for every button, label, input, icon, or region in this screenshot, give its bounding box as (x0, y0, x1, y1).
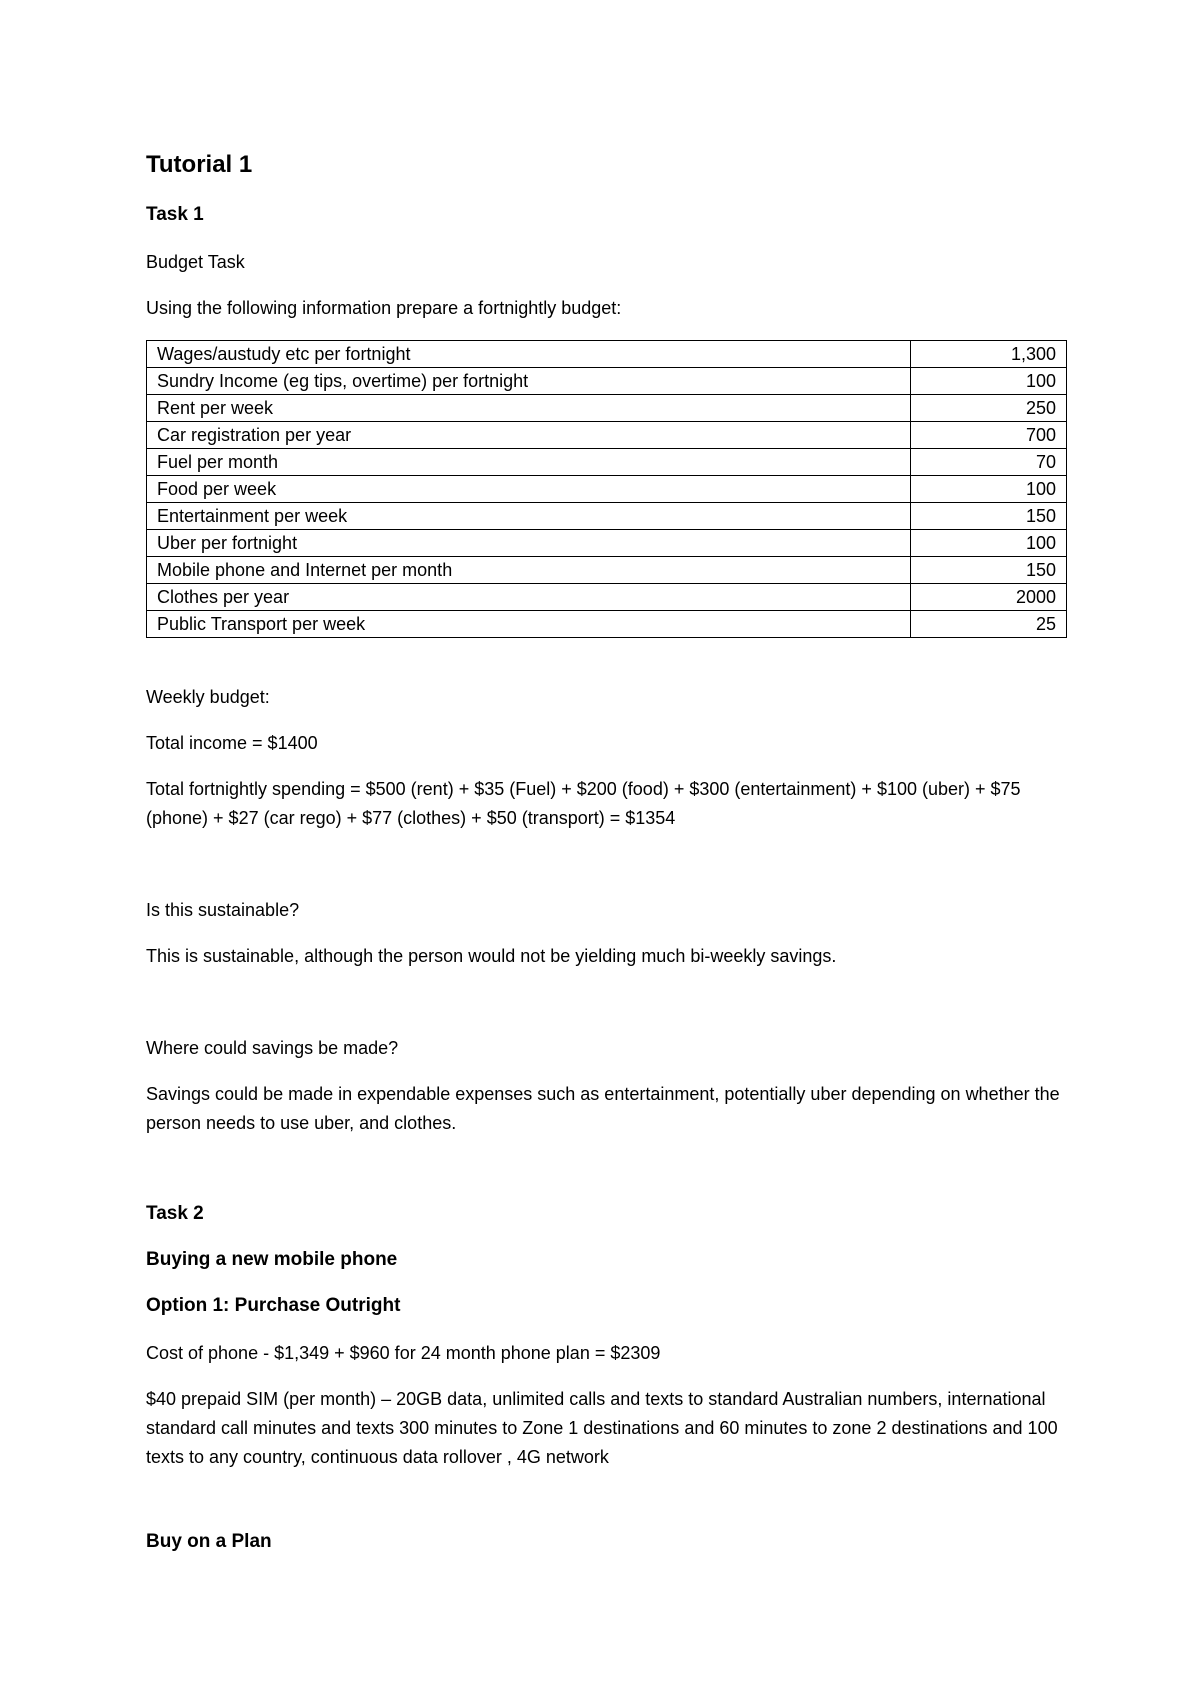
budget-item-amount: 70 (911, 449, 1067, 476)
task1-subheading: Budget Task (146, 252, 245, 272)
budget-row (147, 449, 1067, 476)
budget-item-amount: 700 (911, 422, 1067, 449)
budget-item-label: Sundry Income (eg tips, overtime) per fortnight (147, 368, 911, 395)
document-page (146, 148, 1066, 1575)
budget-row (147, 341, 1067, 368)
budget-item-amount: 150 (911, 557, 1067, 584)
budget-item-label: Fuel per month (147, 449, 911, 476)
total-spending: Total fortnightly spending = $500 (rent) + $35 (Fuel) + $200 (food) + $300 (entertainment) + $100 (uber) + $75 (phone) + $27 (car rego) + $77 (clothes) + $50 (transport) = $1354 (146, 779, 1021, 828)
budget-item-label: Mobile phone and Internet per month (147, 557, 911, 584)
budget-item-label: Wages/austudy etc per fortnight (147, 341, 911, 368)
budget-item-amount: 250 (911, 395, 1067, 422)
answer-sustainable: This is sustainable, although the person would not be yielding much bi-weekly savings. (146, 946, 837, 966)
budget-row (147, 611, 1067, 638)
question-sustainable: Is this sustainable? (146, 900, 300, 920)
budget-item-amount: 2000 (911, 584, 1067, 611)
budget-row (147, 503, 1067, 530)
budget-item-amount: 100 (911, 530, 1067, 557)
option1-heading: Option 1: Purchase Outright (146, 1295, 401, 1316)
answer-savings: Savings could be made in expendable expenses such as entertainment, potentially uber depending on whether the person needs to use uber, and clothes. (146, 1084, 1060, 1133)
weekly-budget-label: Weekly budget: (146, 687, 270, 707)
budget-table-body (147, 341, 1067, 638)
budget-item-label: Entertainment per week (147, 503, 911, 530)
budget-item-label: Uber per fortnight (147, 530, 911, 557)
budget-item-amount: 150 (911, 503, 1067, 530)
budget-item-label: Car registration per year (147, 422, 911, 449)
task2-heading: Task 2 (146, 1203, 204, 1224)
budget-table (146, 340, 1067, 638)
spacer (146, 988, 1066, 1034)
phone-cost-line: Cost of phone - $1,349 + $960 for 24 month phone plan = $2309 (146, 1343, 661, 1363)
task1-instruction: Using the following information prepare a fortnightly budget: (146, 298, 622, 318)
total-income: Total income = $1400 (146, 733, 318, 753)
budget-item-label: Food per week (147, 476, 911, 503)
buy-on-plan-heading: Buy on a Plan (146, 1531, 272, 1552)
budget-row (147, 584, 1067, 611)
spacer (146, 1155, 1066, 1201)
budget-row (147, 395, 1067, 422)
budget-row (147, 422, 1067, 449)
spacer (146, 1489, 1066, 1529)
budget-item-label: Public Transport per week (147, 611, 911, 638)
budget-row (147, 530, 1067, 557)
budget-item-amount: 100 (911, 476, 1067, 503)
budget-item-label: Rent per week (147, 395, 911, 422)
question-savings: Where could savings be made? (146, 1038, 399, 1058)
spacer (146, 850, 1066, 896)
task1-heading: Task 1 (146, 204, 204, 225)
budget-item-amount: 1,300 (911, 341, 1067, 368)
budget-row (147, 368, 1067, 395)
budget-item-amount: 25 (911, 611, 1067, 638)
budget-item-amount: 100 (911, 368, 1067, 395)
budget-row (147, 557, 1067, 584)
prepaid-plan-details: $40 prepaid SIM (per month) – 20GB data, unlimited calls and texts to standard Australian numbers, international standard call minutes and texts 300 minutes to Zone 1 destinations and 60 minutes to zone 2 destinations and 100 texts to any country, continuous data rollover , 4G network (146, 1389, 1058, 1467)
budget-row (147, 476, 1067, 503)
budget-item-label: Clothes per year (147, 584, 911, 611)
task2-subheading: Buying a new mobile phone (146, 1249, 398, 1270)
document-title: Tutorial 1 (146, 151, 253, 178)
